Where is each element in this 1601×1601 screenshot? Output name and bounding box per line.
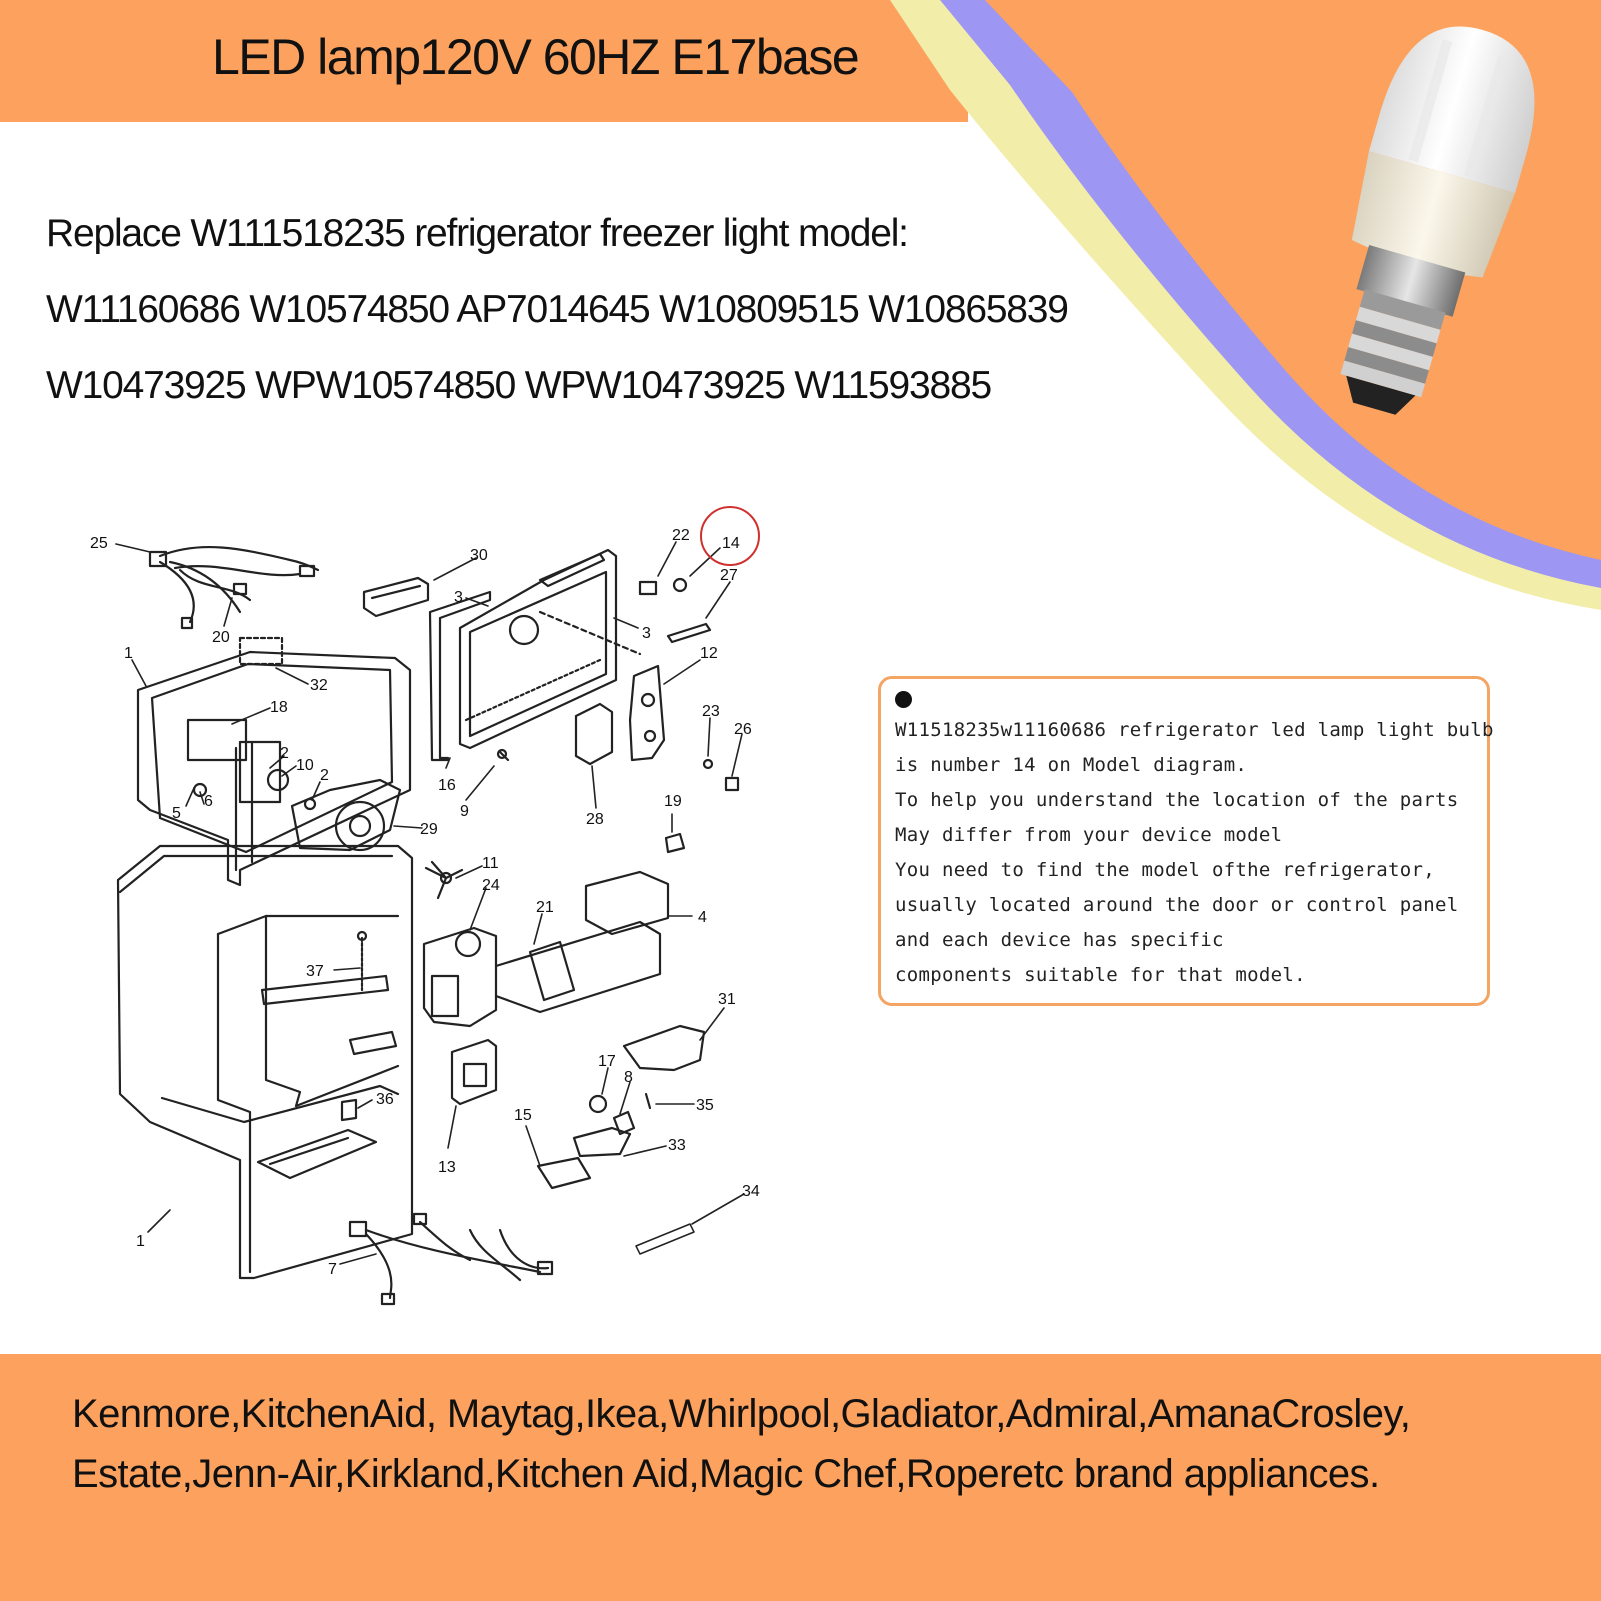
- label-2-right: 2: [320, 767, 329, 784]
- model-line-3: W10473925 WPW10574850 WPW10473925 W11593885: [46, 364, 991, 407]
- label-30: 30: [470, 547, 488, 564]
- label-27: 27: [720, 567, 738, 584]
- note-line: To help you understand the location of the parts: [895, 789, 1459, 811]
- note-line: is number 14 on Model diagram.: [895, 754, 1248, 776]
- label-21: 21: [536, 899, 554, 916]
- label-8: 8: [624, 1069, 633, 1086]
- label-24: 24: [482, 877, 500, 894]
- note-line: usually located around the door or control panel: [895, 894, 1459, 916]
- label-12: 12: [700, 645, 718, 662]
- model-line-2: W11160686 W10574850 AP7014645 W10809515 W10865839: [46, 288, 1068, 331]
- label-2-left: 2: [280, 745, 289, 762]
- label-9: 9: [460, 803, 469, 820]
- label-3-left: 3: [454, 589, 463, 606]
- label-33: 33: [668, 1137, 686, 1154]
- label-7: 7: [328, 1261, 337, 1278]
- label-36: 36: [376, 1091, 394, 1108]
- brand-list: [72, 1384, 1410, 1504]
- label-15: 15: [514, 1107, 532, 1124]
- label-37: 37: [306, 963, 324, 980]
- note-line: components suitable for that model.: [895, 964, 1306, 986]
- label-18: 18: [270, 699, 288, 716]
- note-line: W11518235w11160686 refrigerator led lamp light bulb: [895, 719, 1494, 741]
- footer-band: [0, 1354, 1601, 1601]
- model-line-1: Replace W111518235 refrigerator freezer light model:: [46, 212, 908, 255]
- note-text: [895, 713, 1494, 993]
- label-19: 19: [664, 793, 682, 810]
- label-16: 16: [438, 777, 456, 794]
- label-6: 6: [204, 793, 213, 810]
- bullet-dot-icon: [895, 691, 912, 708]
- page-title: LED lamp120V 60HZ E17base: [212, 29, 859, 85]
- label-4: 4: [698, 909, 707, 926]
- label-22: 22: [672, 527, 690, 544]
- label-5: 5: [172, 805, 181, 822]
- label-31: 31: [718, 991, 736, 1008]
- label-35: 35: [696, 1097, 714, 1114]
- note-line: May differ from your device model: [895, 824, 1283, 846]
- label-26: 26: [734, 721, 752, 738]
- brand-line-1: Kenmore,KitchenAid, Maytag,Ikea,Whirlpool,Gladiator,Admiral,AmanaCrosley,: [72, 1392, 1411, 1436]
- label-1-bottom: 1: [136, 1233, 145, 1250]
- label-3-right: 3: [642, 625, 651, 642]
- label-28: 28: [586, 811, 604, 828]
- note-line: and each device has specific: [895, 929, 1224, 951]
- note-line: You need to find the model ofthe refrigerator,: [895, 859, 1435, 881]
- label-34: 34: [742, 1183, 760, 1200]
- label-23: 23: [702, 703, 720, 720]
- label-32: 32: [310, 677, 328, 694]
- note-callout: [878, 676, 1494, 1006]
- label-29: 29: [420, 821, 438, 838]
- label-1-top: 1: [124, 645, 133, 662]
- label-20: 20: [212, 629, 230, 646]
- label-10: 10: [296, 757, 314, 774]
- label-13: 13: [438, 1159, 456, 1176]
- label-11: 11: [482, 855, 499, 872]
- label-25: 25: [90, 535, 108, 552]
- label-14: 14: [722, 535, 740, 552]
- brand-line-2: Estate,Jenn-Air,Kirkland,Kitchen Aid,Magic Chef,Roperetc brand appliances.: [72, 1452, 1380, 1496]
- label-17: 17: [598, 1053, 616, 1070]
